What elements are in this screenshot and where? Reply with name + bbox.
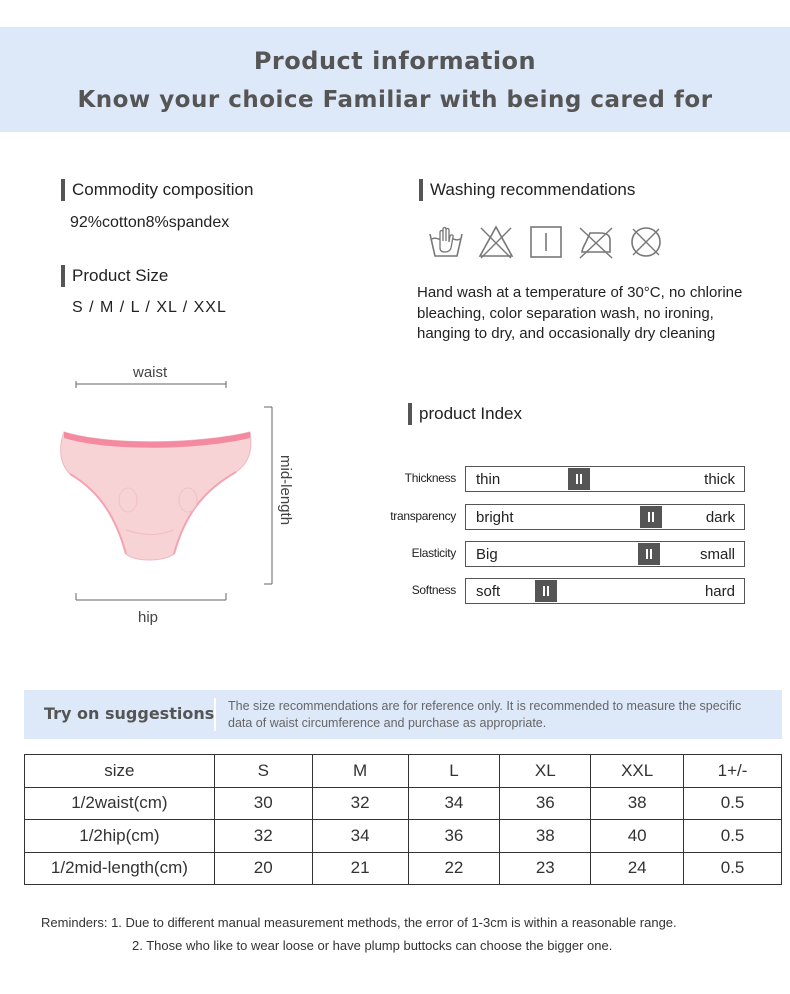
reminder-line-1: Reminders: 1. Due to different manual measurement methods, the error of 1-3cm is within a reasonable range. — [41, 915, 677, 930]
product-index-heading-text: product Index — [419, 404, 523, 423]
transparency-slider — [465, 504, 745, 530]
table-cell: 36 — [500, 787, 591, 820]
composition-value: 92%cotton8%spandex — [70, 214, 230, 231]
thickness-slider-handle — [568, 468, 590, 490]
page-title: Product information — [253, 47, 537, 75]
heading-marker — [408, 403, 412, 425]
transparency-slider-handle — [640, 506, 662, 528]
mid-length-label: mid-length — [277, 455, 294, 526]
table-cell: 21 — [312, 852, 408, 885]
table-cell: 1/2mid-length(cm) — [25, 852, 215, 885]
heading-marker — [419, 179, 423, 201]
index-label-softness: Softness — [411, 583, 456, 597]
thickness-slider — [465, 466, 745, 492]
table-header-cell: XXL — [591, 755, 684, 788]
heading-marker — [61, 179, 65, 201]
try-on-note: The size recommendations are for reference only. It is recommended to measure the specific data of waist circumference and purchase as appropriate. — [228, 699, 742, 730]
table-cell: 1/2waist(cm) — [25, 787, 215, 820]
heading-marker — [61, 265, 65, 287]
table-row — [25, 852, 782, 885]
table-header-cell: L — [408, 755, 500, 788]
size-table — [24, 754, 782, 885]
table-cell: 1/2hip(cm) — [25, 820, 215, 853]
thickness-low-label: thin — [476, 471, 501, 488]
reminder-line-2: 2. Those who like to wear loose or have plump buttocks can choose the bigger one. — [132, 938, 613, 953]
softness-low-label: soft — [476, 583, 501, 600]
table-cell: 23 — [500, 852, 591, 885]
table-cell: 22 — [408, 852, 500, 885]
table-cell: 24 — [591, 852, 684, 885]
try-on-banner — [24, 690, 782, 739]
header-banner — [0, 27, 790, 132]
waist-label: waist — [133, 364, 168, 381]
transparency-high-label: dark — [705, 509, 735, 526]
hand-wash-icon — [426, 222, 466, 262]
page-subtitle: Know your choice Familiar with being cared for — [77, 87, 713, 113]
table-cell: 32 — [214, 820, 312, 853]
table-cell: 40 — [591, 820, 684, 853]
underwear-illustration — [40, 360, 340, 635]
washing-instructions: Hand wash at a temperature of 30°C, no chlorine bleaching, color separation wash, no ironing, hanging to dry, and occasionally dry cleaning — [417, 284, 743, 342]
table-header-cell: size — [25, 755, 215, 788]
composition-heading-text: Commodity composition — [72, 180, 254, 199]
table-cell: 0.5 — [684, 820, 782, 853]
table-cell: 0.5 — [684, 787, 782, 820]
table-cell: 20 — [214, 852, 312, 885]
no-bleach-icon — [476, 222, 516, 262]
softness-high-label: hard — [704, 583, 735, 600]
product-size-heading-text: Product Size — [72, 266, 169, 285]
table-header-cell: XL — [500, 755, 591, 788]
table-row — [25, 787, 782, 820]
table-header-cell: S — [214, 755, 312, 788]
no-iron-icon — [576, 222, 616, 262]
try-on-divider — [214, 698, 216, 731]
product-index-heading — [408, 403, 522, 425]
table-cell: 34 — [312, 820, 408, 853]
table-cell: 0.5 — [684, 852, 782, 885]
elasticity-slider-handle — [638, 543, 660, 565]
elasticity-slider — [465, 541, 745, 567]
index-label-elasticity: Elasticity — [411, 546, 456, 560]
softness-slider-handle — [535, 580, 557, 602]
table-cell: 30 — [214, 787, 312, 820]
table-header-cell: 1+/- — [684, 755, 782, 788]
table-cell: 38 — [500, 820, 591, 853]
product-size-heading — [61, 265, 168, 287]
elasticity-high-label: small — [699, 546, 735, 563]
softness-slider — [465, 578, 745, 604]
table-cell: 38 — [591, 787, 684, 820]
table-row — [25, 820, 782, 853]
hip-label: hip — [138, 609, 159, 626]
washing-heading-text: Washing recommendations — [430, 180, 636, 199]
washing-heading — [419, 179, 635, 201]
no-dry-clean-icon — [626, 222, 666, 262]
table-header-row — [25, 755, 782, 788]
product-size-value: S / M / L / XL / XXL — [72, 299, 227, 316]
elasticity-low-label: Big — [476, 546, 498, 563]
table-header-cell: M — [312, 755, 408, 788]
try-on-title: Try on suggestions — [44, 704, 215, 723]
table-cell: 36 — [408, 820, 500, 853]
table-cell: 32 — [312, 787, 408, 820]
transparency-low-label: bright — [476, 509, 514, 526]
wash-icons-row — [426, 222, 666, 262]
garment-diagram — [40, 360, 340, 635]
table-cell: 34 — [408, 787, 500, 820]
thickness-high-label: thick — [704, 471, 735, 488]
hang-dry-icon — [526, 222, 566, 262]
index-label-thickness: Thickness — [404, 471, 456, 485]
index-label-transparency: transparency — [390, 509, 456, 523]
composition-heading — [61, 179, 253, 201]
